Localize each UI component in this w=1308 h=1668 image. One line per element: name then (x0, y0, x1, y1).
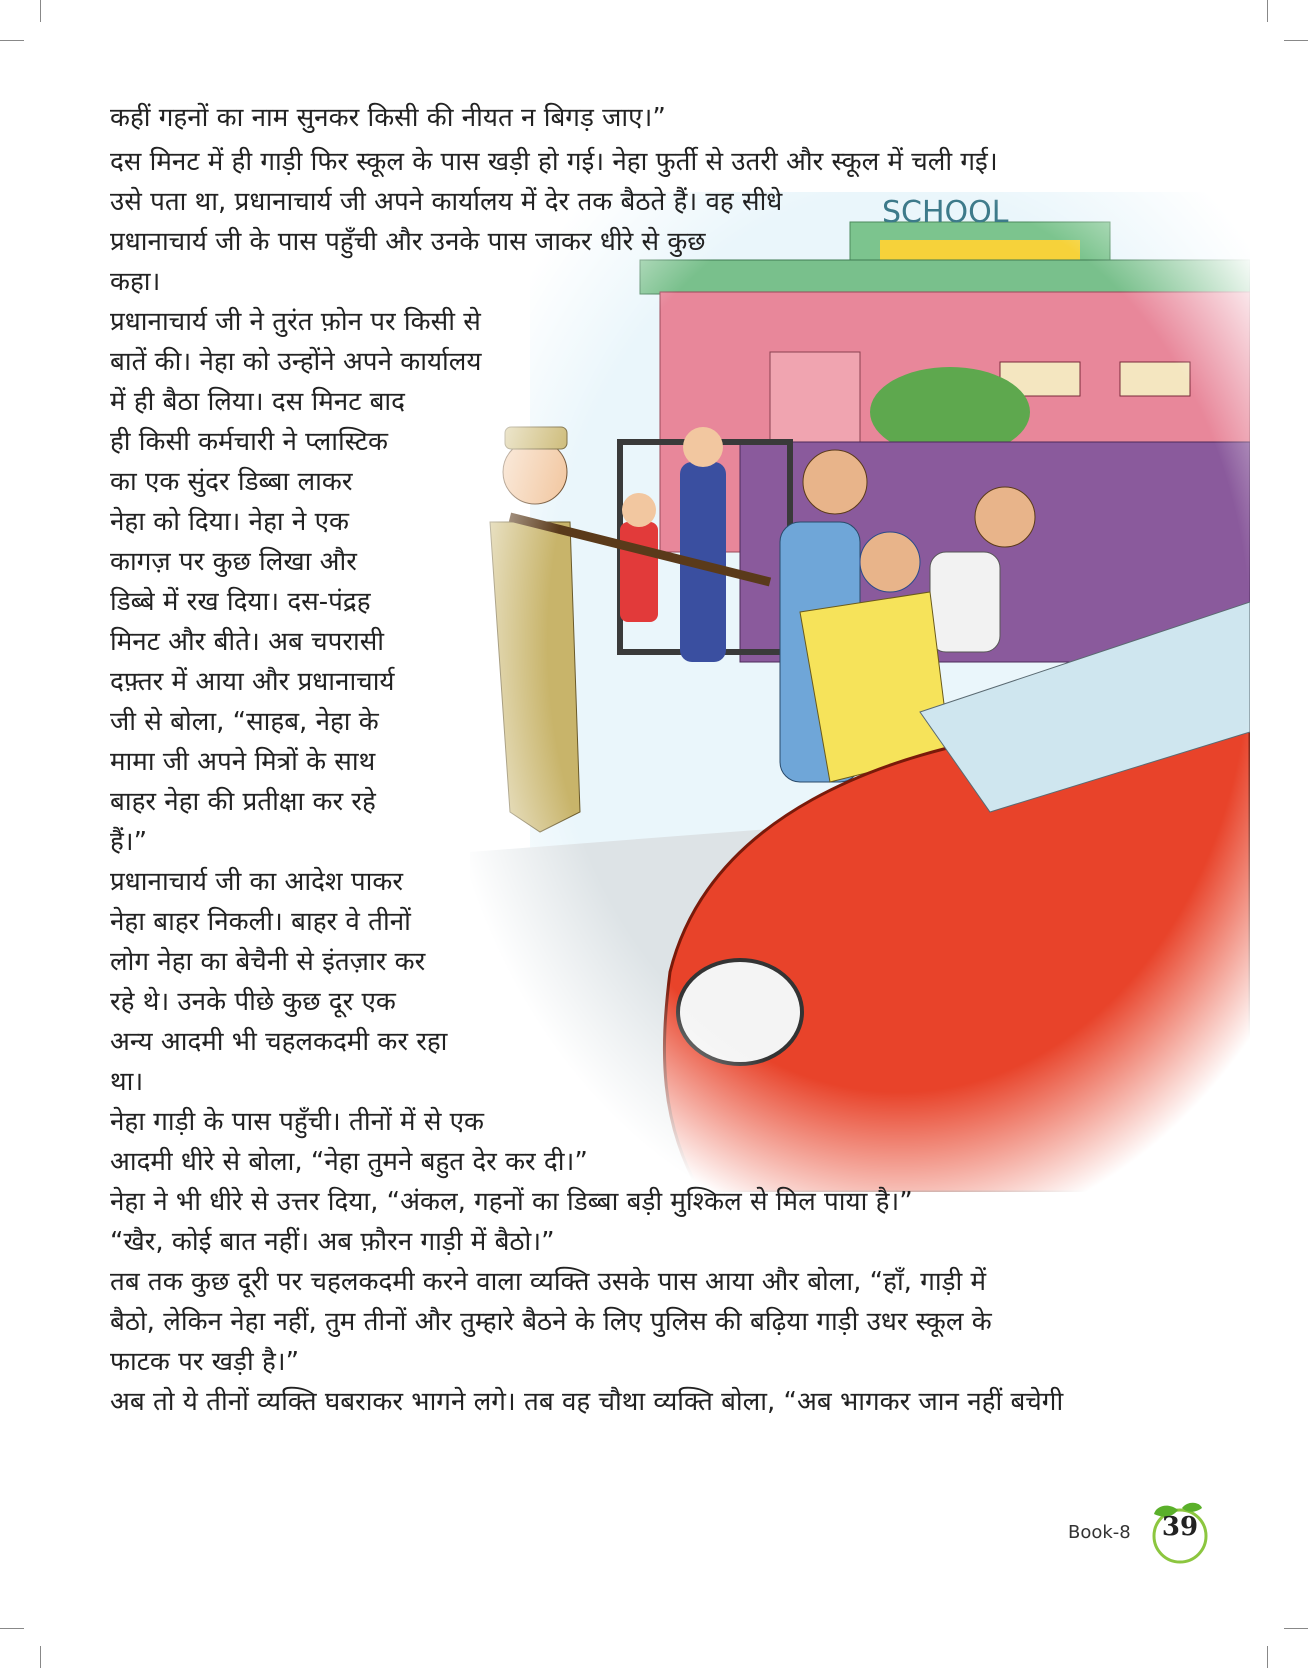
text-line: फाटक पर खड़ी है।” (110, 1347, 300, 1377)
crop-mark (0, 40, 24, 41)
text-line: मिनट और बीते। अब चपरासी (110, 627, 385, 657)
text-line: जी से बोला, “साहब, नेहा के (110, 707, 379, 737)
text-line: बैठो, लेकिन नेहा नहीं, तुम तीनों और तुम्हारे बैठने के लिए पुलिस की बढ़िया गाड़ी उधर स्कूल के (110, 1307, 992, 1337)
text-line: नेहा बाहर निकली। बाहर वे तीनों (110, 907, 411, 937)
text-line: प्रधानाचार्य जी के पास पहुँची और उनके पास जाकर धीरे से कुछ (110, 227, 706, 257)
text-line: नेहा को दिया। नेहा ने एक (110, 507, 349, 537)
text-line: आदमी धीरे से बोला, “नेहा तुमने बहुत देर कर दी।” (110, 1147, 588, 1177)
text-line: उसे पता था, प्रधानाचार्य जी अपने कार्यालय में देर तक बैठते हैं। वह सीधे (110, 187, 783, 217)
story-illustration (470, 192, 1250, 1192)
text-line: बाहर नेहा की प्रतीक्षा कर रहे (110, 787, 376, 817)
crop-mark (0, 1628, 24, 1629)
text-line: कहा। (110, 267, 161, 297)
text-line: डिब्बे में रख दिया। दस-पंद्रह (110, 587, 371, 617)
text-line: प्रधानाचार्य जी का आदेश पाकर (110, 867, 403, 897)
text-line: नेहा गाड़ी के पास पहुँची। तीनों में से एक (110, 1107, 485, 1137)
crop-mark (1267, 1646, 1268, 1668)
book-label: Book-8 (1068, 1522, 1131, 1543)
crop-mark (40, 1646, 41, 1668)
text-line: लोग नेहा का बेचैनी से इंतज़ार कर (110, 947, 426, 977)
crop-mark (1284, 40, 1308, 41)
text-line: “खैर, कोई बात नहीं। अब फ़ौरन गाड़ी में बैठो।” (110, 1227, 555, 1257)
text-line: अब तो ये तीनों व्यक्ति घबराकर भागने लगे। तब वह चौथा व्यक्ति बोला, “अब भागकर जान नहीं बचेगी (110, 1387, 1064, 1417)
text-line: था। (110, 1067, 144, 1097)
text-line: दफ़्तर में आया और प्रधानाचार्य (110, 667, 395, 697)
text-line: नेहा ने भी धीरे से उत्तर दिया, “अंकल, गहनों का डिब्बा बड़ी मुश्किल से मिल पाया है।” (110, 1187, 913, 1217)
crop-mark (1284, 1628, 1308, 1629)
text-line: प्रधानाचार्य जी ने तुरंत फ़ोन पर किसी से (110, 307, 481, 337)
text-line: कागज़ पर कुछ लिखा और (110, 547, 357, 577)
crop-mark (1267, 0, 1268, 22)
text-line: बातें की। नेहा को उन्होंने अपने कार्यालय (110, 347, 482, 377)
text-line: रहे थे। उनके पीछे कुछ दूर एक (110, 987, 396, 1017)
page-number: 39 (1161, 1512, 1199, 1542)
illustration-fade (470, 192, 1250, 1192)
text-line: में ही बैठा लिया। दस मिनट बाद (110, 387, 405, 417)
crop-mark (40, 0, 41, 22)
text-line: ही किसी कर्मचारी ने प्लास्टिक (110, 427, 388, 457)
text-line: मामा जी अपने मित्रों के साथ (110, 747, 376, 777)
text-line: दस मिनट में ही गाड़ी फिर स्कूल के पास खड़ी हो गई। नेहा फुर्ती से उतरी और स्कूल में चली गई। (110, 147, 998, 177)
text-line: अन्य आदमी भी चहलकदमी कर रहा (110, 1027, 448, 1057)
text-line: का एक सुंदर डिब्बा लाकर (110, 467, 353, 497)
text-line: कहीं गहनों का नाम सुनकर किसी की नीयत न बिगड़ जाए।” (110, 103, 666, 133)
text-line: तब तक कुछ दूरी पर चहलकदमी करने वाला व्यक्ति उसके पास आया और बोला, “हाँ, गाड़ी में (110, 1267, 987, 1297)
text-line: हैं।” (110, 827, 148, 857)
